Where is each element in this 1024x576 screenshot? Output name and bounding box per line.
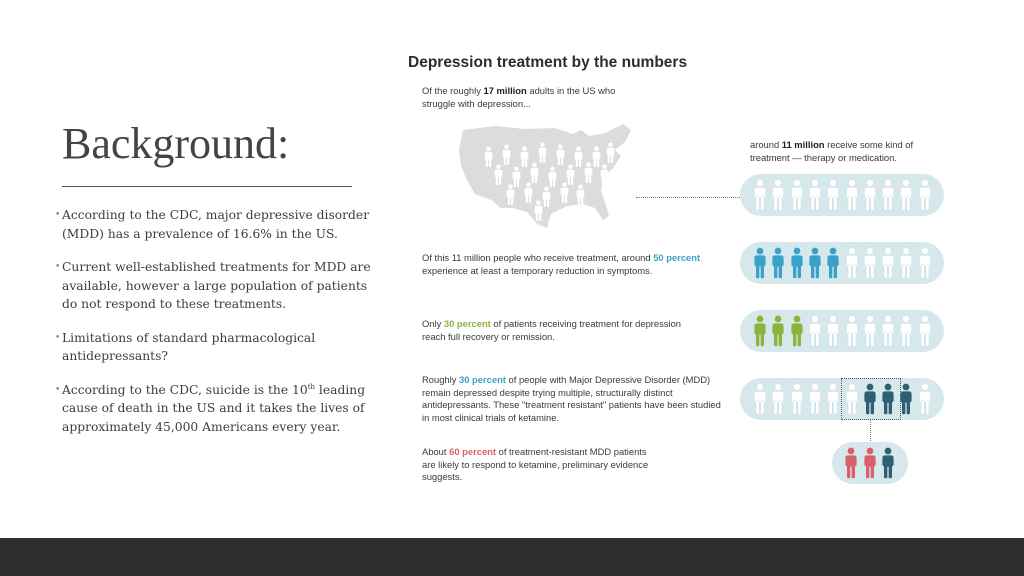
bullet-dot-icon: • — [55, 384, 61, 395]
person-icon — [862, 247, 878, 284]
bullet-item — [55, 381, 373, 437]
person-icon — [789, 179, 805, 216]
person-icon — [880, 447, 896, 484]
person-icon — [880, 247, 896, 284]
person-icon — [770, 247, 786, 284]
bullet-text: According to the CDC, major depressive disorder (MDD) has a prevalence of 16.6% in the US. — [62, 208, 370, 241]
person-icon — [898, 179, 914, 216]
person-icon — [862, 315, 878, 352]
slide-title: Background: — [62, 119, 290, 168]
person-icon — [770, 383, 786, 420]
bullet-item — [55, 206, 373, 243]
person-icon — [917, 383, 933, 420]
person-icon — [825, 179, 841, 216]
person-icon — [844, 383, 860, 420]
person-icon — [807, 247, 823, 284]
row2-text: Of this 11 million people who receive treatment, around 50 percent experience at least a temporary reduction in symptoms. — [422, 252, 701, 276]
bullet-text-sup: th — [307, 382, 316, 391]
bullet-text: Limitations of standard pharmacological antidepressants? — [62, 330, 316, 363]
person-icon — [752, 315, 768, 352]
person-icon — [862, 383, 878, 420]
intro-text: Of the roughly 17 million adults in the US who struggle with depression... — [422, 85, 616, 109]
person-icon — [825, 247, 841, 284]
bullet-text-post: leading cause of death in the US and it takes the lives of approximately 45,000 Americans every year. — [62, 382, 366, 434]
bullet-dot-icon: • — [55, 210, 61, 220]
person-icon — [807, 383, 823, 420]
connector-line — [870, 419, 871, 441]
person-icon — [807, 315, 823, 352]
person-icon — [898, 247, 914, 284]
person-icon — [844, 315, 860, 352]
person-icon — [844, 179, 860, 216]
person-icon — [898, 315, 914, 352]
connector-line — [636, 197, 740, 198]
person-icon — [880, 179, 896, 216]
person-icon — [752, 247, 768, 284]
person-icon — [770, 315, 786, 352]
person-icon — [880, 315, 896, 352]
person-icon — [843, 447, 859, 484]
person-icon — [917, 247, 933, 284]
us-map-icon — [455, 120, 645, 232]
bullet-dot-icon: • — [55, 262, 61, 272]
bullet-text: Current well-established treatments for MDD are available, however a large population of patients do not respond to these treatments. — [62, 260, 371, 311]
bullet-item — [55, 329, 373, 366]
footer-bar — [0, 538, 1024, 576]
person-icon — [752, 179, 768, 216]
infographic — [400, 48, 960, 498]
person-icon — [825, 315, 841, 352]
person-icon — [862, 447, 878, 484]
person-icon — [789, 247, 805, 284]
person-icon — [917, 315, 933, 352]
person-icon — [752, 383, 768, 420]
title-divider — [62, 186, 352, 187]
person-icon — [844, 247, 860, 284]
person-icon — [789, 315, 805, 352]
bullet-item — [55, 258, 373, 314]
person-icon — [862, 179, 878, 216]
row5-text: About 60 percent of treatment-resistant MDD patients are likely to respond to ketamine, preliminary evidence suggests. — [422, 446, 649, 482]
bullet-dot-icon: • — [55, 332, 61, 343]
person-icon — [807, 179, 823, 216]
person-icon — [770, 179, 786, 216]
person-icon — [917, 179, 933, 216]
row4-text: Roughly 30 percent of people with Major Depressive Disorder (MDD) remain depressed despite trying multiple, structurally distinct antidepressants. These "treatment resistant" patients have been studied in most clinical trials of ketamine. — [422, 374, 721, 423]
bullet-text-pre: According to the CDC, suicide is the 10 — [62, 382, 308, 397]
person-icon — [825, 383, 841, 420]
row3-text: Only 30 percent of patients receiving treatment for depression reach full recovery or remission. — [422, 318, 682, 342]
person-icon — [880, 383, 896, 420]
bullet-list — [55, 206, 373, 451]
person-icon — [898, 383, 914, 420]
infographic-title: Depression treatment by the numbers — [408, 54, 688, 71]
person-icon — [789, 383, 805, 420]
row1-text: around 11 million receive some kind of treatment — therapy or medication. — [750, 139, 914, 163]
